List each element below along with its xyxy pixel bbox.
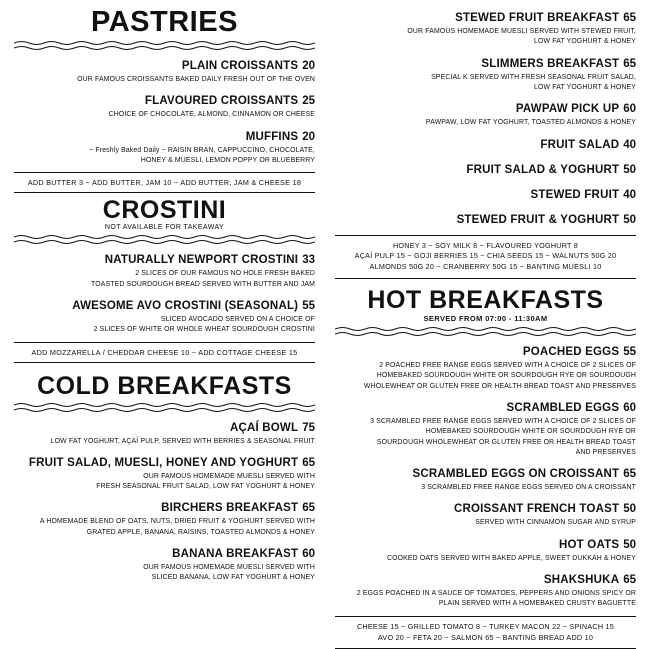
menu-item: [14, 453, 315, 492]
item-description: COOKED OATS SERVED WITH BAKED APPLE, SWEET DUKKAH & HONEY: [386, 554, 636, 562]
extras-line: AÇAÍ PULP 15 ~ GOJI BERRIES 15 ~ CHIA SEEDS 15 ~ WALNUTS 50G 20: [354, 251, 617, 261]
cold-extras-list: [335, 241, 636, 273]
item-price: 40: [623, 188, 636, 201]
item-price: 50: [623, 163, 636, 176]
item-name: SCRAMBLED EGGS: [506, 401, 620, 414]
crostini-addons: ADD MOZZARELLA / CHEDDAR CHEESE 10 ~ ADD COTTAGE CHEESE 15: [31, 347, 298, 357]
item-name: CROISSANT FRENCH TOAST: [454, 503, 620, 516]
item-name: PLAIN CROISSANTS: [181, 60, 299, 72]
item-name: BIRCHERS BREAKFAST: [161, 502, 299, 515]
item-description: SERVED WITH CINNAMON SUGAR AND SYRUP: [475, 519, 636, 527]
item-description: WHOLEWHEAT OR GLUTEN FREE OR HEALTH BREAD TOAST AND PRESERVES: [363, 382, 636, 390]
item-name: STEWED FRUIT BREAKFAST: [455, 12, 620, 24]
item-description: OUR FAMOUS HOMEMADE MUESLI SERVED WITH: [143, 472, 315, 480]
divider: [335, 616, 636, 617]
item-description: AND PRESERVES: [575, 448, 636, 456]
item-description: LOW FAT YOGHURT, AÇAÍ PULP, SERVED WITH BERRIES & SEASONAL FRUIT: [50, 437, 315, 445]
menu-item: [335, 464, 636, 492]
item-description: 3 SCRAMBLED FREE RANGE EGGS SERVED WITH A CHOICE OF 2 SLICES OF: [370, 417, 636, 425]
item-description: SOURDOUGH WHOLEWHEAT OR GLUTEN FREE OR HEALTH BREAD TOAST: [376, 438, 636, 446]
item-price: 55: [302, 299, 315, 312]
item-description: 2 SLICES OF OUR FAMOUS NO HOLE FRESH BAKED: [135, 270, 315, 278]
item-price: 25: [302, 95, 315, 108]
extras-line: CHEESE 15 ~ GRILLED TOMATO 8 ~ TURKEY MACON 22 ~ SPINACH 15: [356, 621, 615, 631]
item-description: 3 SCRAMBLED FREE RANGE EGGS SERVED ON A CROISSANT: [421, 484, 636, 492]
item-name: AWESOME AVO CROSTINI: [72, 299, 222, 312]
item-price: 55: [623, 345, 636, 358]
item-description: TOASTED SOURDOUGH BREAD SERVED WITH BUTTER AND JAM: [91, 280, 315, 288]
item-price: 60: [623, 401, 636, 414]
menu-item: [14, 91, 315, 119]
item-description: OUR FAMOUS HOMEMADE MUESLI SERVED WITH STEWED FRUIT,: [407, 28, 636, 35]
pastries-addons: ADD BUTTER 3 ~ ADD BUTTER, JAM 10 ~ ADD BUTTER, JAM & CHEESE 18: [27, 178, 302, 188]
item-name: MUFFINS: [245, 130, 299, 143]
item-description: SLICED BANANA, LOW FAT YOGHURT & HONEY: [151, 574, 315, 582]
item-price: 40: [623, 138, 636, 151]
menu-item: [335, 570, 636, 609]
item-description: HOMEBAKED SOURDOUGH WHITE OR SOURDOUGH RYE OR SOURDOUGH: [376, 372, 636, 380]
divider: [335, 278, 636, 279]
item-description: 2 POACHED FREE RANGE EGGS SERVED WITH A CHOICE OF 2 SLICES OF: [379, 361, 636, 369]
item-description: CHOICE OF CHOCOLATE, ALMOND, CINNAMON OR CHEESE: [108, 111, 315, 119]
wave-divider-icon: [14, 234, 315, 246]
item-price: 50: [623, 503, 636, 516]
right-column: [325, 0, 650, 642]
item-price: 65: [623, 57, 636, 70]
wave-divider-icon: [335, 326, 636, 338]
menu-item: [335, 535, 636, 563]
section-title-cold-breakfasts: COLD BREAKFASTS: [37, 371, 292, 400]
menu-item: [335, 160, 636, 178]
menu-item: [335, 499, 636, 527]
item-name: FRUIT SALAD, MUESLI, HONEY AND YOGHURT: [28, 456, 299, 469]
item-price: 33: [302, 254, 315, 267]
menu-item: [14, 544, 315, 583]
wave-divider-icon: [14, 40, 315, 52]
wave-divider-icon: [14, 402, 315, 414]
divider: [14, 172, 315, 173]
menu-item: [14, 498, 315, 537]
item-description: LOW FAT YOGHURT & HONEY: [534, 38, 636, 46]
item-name: AÇAÍ BOWL: [229, 421, 299, 434]
item-name: NATURALLY NEWPORT CROSTINI: [104, 254, 299, 267]
item-description: OUR FAMOUS HOMEMADE MUESLI SERVED WITH: [143, 564, 315, 572]
menu-item: [335, 135, 636, 153]
item-price: 50: [623, 213, 636, 226]
item-name: SCRAMBLED EGGS ON CROISSANT: [412, 468, 620, 481]
menu-item: [335, 99, 636, 127]
item-description: GRATED APPLE, BANANA, RAISINS, TOASTED ALMONDS & HONEY: [86, 528, 315, 536]
item-name: STEWED FRUIT & YOGHURT: [456, 213, 620, 226]
menu-item: [335, 398, 636, 457]
item-name: BANANA BREAKFAST: [172, 548, 299, 561]
item-description: 2 SLICES OF WHITE OR WHOLE WHEAT SOURDOUGH CROSTINI: [93, 326, 315, 334]
hot-breakfasts-hours: SERVED FROM 07:00 - 11:30AM: [423, 313, 548, 323]
item-price: 60: [302, 548, 315, 561]
item-description: HOMEBAKED SOURDOUGH WHITE OR SOURDOUGH RYE OR: [425, 428, 636, 436]
item-price: 65: [623, 12, 636, 24]
item-price: 20: [302, 130, 315, 143]
section-title-hot-breakfasts: HOT BREAKFASTS: [367, 285, 604, 314]
menu-item: [14, 250, 315, 289]
item-name: FRUIT SALAD: [540, 138, 620, 151]
item-name-qualifier: (SEASONAL): [221, 299, 299, 312]
section-title-pastries: PASTRIES: [91, 6, 238, 38]
divider: [14, 192, 315, 193]
item-price: 65: [302, 502, 315, 515]
item-name: HOT OATS: [559, 538, 620, 551]
menu-item: [14, 56, 315, 84]
menu-item: [14, 127, 315, 166]
item-description: A HOMEMADE BLEND OF OATS, NUTS, DRIED FRUIT & YOGHURT SERVED WITH: [39, 518, 315, 526]
item-description: FRESH SEASONAL FRUIT SALAD, LOW FAT YOGHURT & HONEY: [96, 483, 315, 491]
item-description: OUR FAMOUS CROISSANTS BAKED DAILY FRESH OUT OF THE OVEN: [77, 76, 315, 83]
item-price: 20: [302, 60, 315, 72]
menu-item: [14, 418, 315, 446]
item-description: PLAIN SERVED WITH A HOMEBAKED CRUSTY BAGUETTE: [438, 600, 636, 608]
item-price: 50: [623, 538, 636, 551]
menu-item: [335, 54, 636, 93]
item-description: 2 EGGS POACHED IN A SAUCE OF TOMATOES, PEPPERS AND ONIONS SPICY OR: [356, 590, 636, 598]
menu-item: [335, 210, 636, 228]
divider: [335, 235, 636, 236]
divider: [14, 362, 315, 363]
item-description: SPECIAL K SERVED WITH FRESH SEASONAL FRUIT SALAD,: [431, 73, 636, 81]
item-price: 65: [623, 468, 636, 481]
item-name: STEWED FRUIT: [530, 188, 620, 201]
item-description: LOW FAT YOGHURT & HONEY: [534, 83, 636, 91]
item-price: 65: [302, 456, 315, 469]
item-name: FLAVOURED CROISSANTS: [144, 95, 299, 108]
extras-line: AVO 20 ~ FETA 20 ~ SALMON 65 ~ BANTING BREAD ADD 10: [377, 632, 594, 642]
item-price: 75: [302, 421, 315, 434]
menu-item: [335, 342, 636, 391]
left-column: [0, 0, 325, 605]
hot-extras-list: [335, 622, 636, 644]
item-description: ~ Freshly Baked Daily ~ RAISIN BRAN, CAPPUCCINO, CHOCOLATE,: [89, 146, 315, 154]
menu-item: [335, 8, 636, 47]
divider: [14, 342, 315, 343]
item-price: 65: [623, 574, 636, 587]
item-description: SLICED AVOCADO SERVED ON A CHOICE OF: [160, 315, 315, 323]
item-description: PAWPAW, LOW FAT YOGHURT, TOASTED ALMONDS & HONEY: [425, 119, 636, 127]
menu-item: [335, 185, 636, 203]
item-name: PAWPAW PICK UP: [515, 103, 620, 116]
crostini-note: NOT AVAILABLE FOR TAKEAWAY: [104, 224, 225, 232]
item-name: FRUIT SALAD & YOGHURT: [466, 163, 620, 176]
item-name: SHAKSHUKA: [543, 574, 620, 587]
extras-line: ALMONDS 50G 20 ~ CRANBERRY 50G 15 ~ BANTING MUESLI 10: [369, 262, 602, 272]
extras-line: HONEY 3 ~ SOY MILK 8 ~ FLAVOURED YOGHURT 8: [392, 240, 579, 250]
item-description: HONEY & MUESLI, LEMON POPPY OR BLUEBERRY: [140, 156, 315, 164]
item-name: POACHED EGGS: [522, 345, 620, 358]
section-title-crostini: CROSTINI: [102, 196, 227, 225]
item-name: SLIMMERS BREAKFAST: [481, 57, 620, 70]
menu-item: [14, 296, 315, 335]
item-price: 60: [623, 103, 636, 116]
